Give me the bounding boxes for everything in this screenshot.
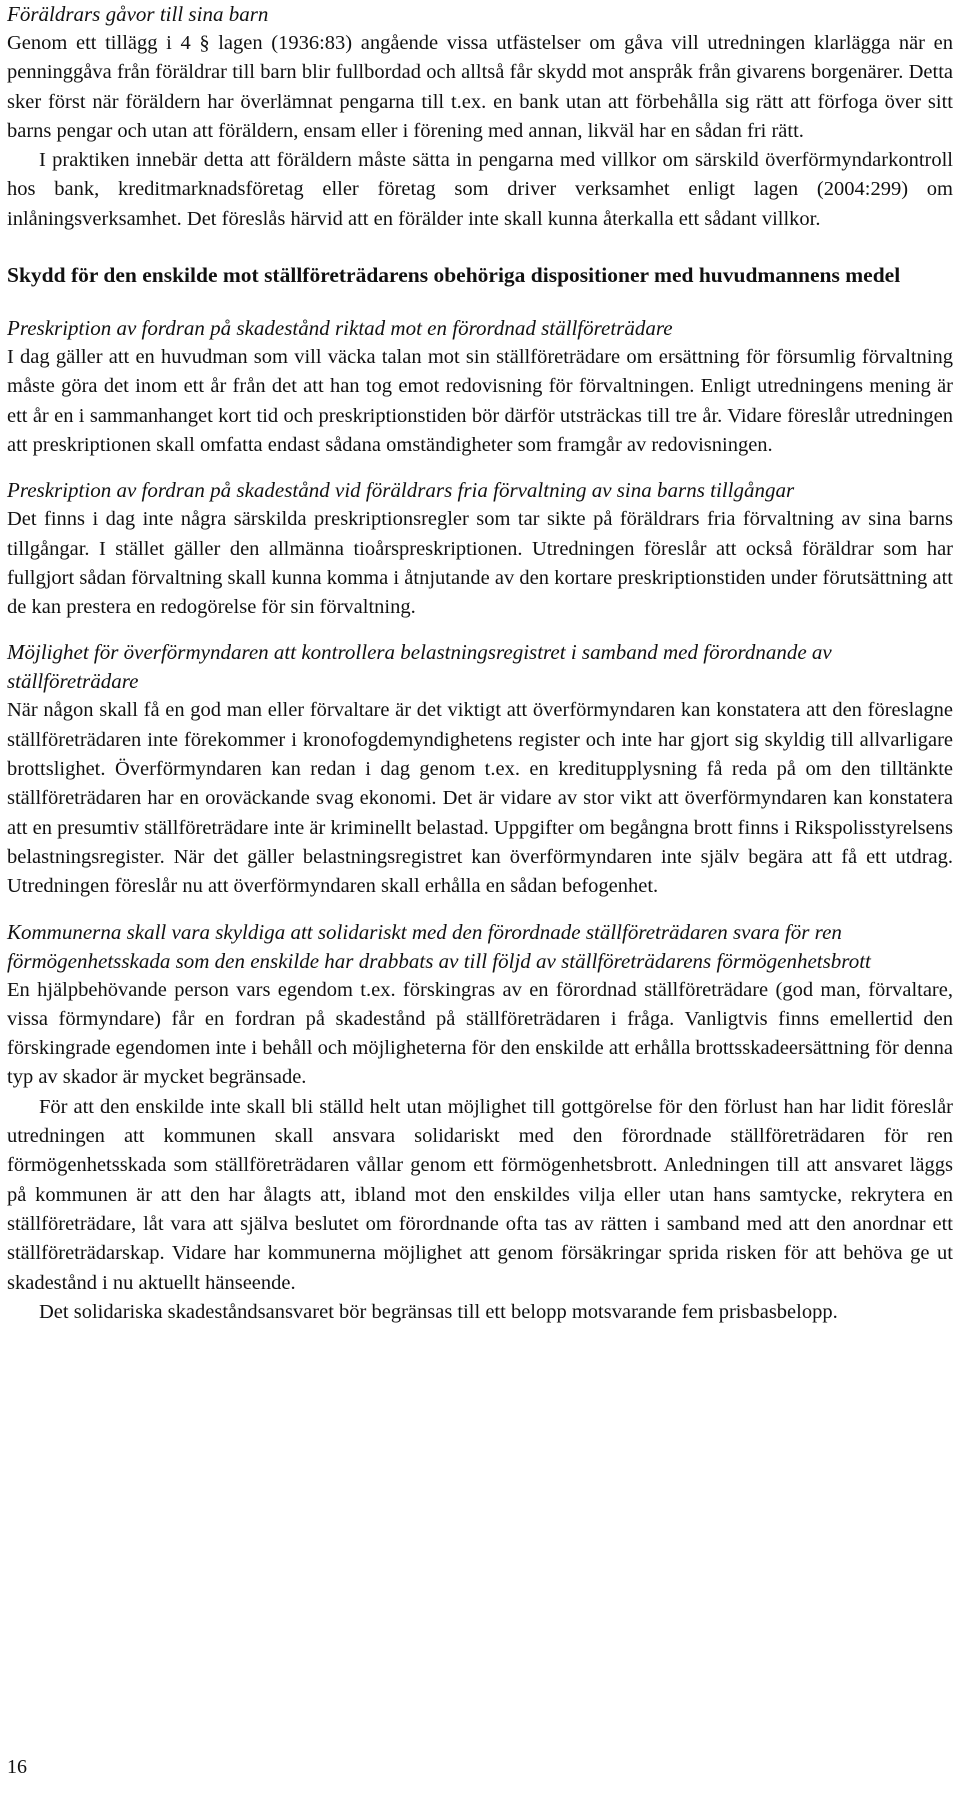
- subheading-prescription-parents: Preskription av fordran på skadestånd vid föräldrars fria förvaltning av sina barns tillgångar: [7, 478, 795, 503]
- paragraph-prescription-parents: Det finns i dag inte några särskilda preskriptionsregler som tar sikte på föräldrars fria förvaltning av sina barns tillgångar. I stället gäller den allmänna tioårspreskriptionen. Utredningen föreslår att också föräldrar som har fullgjort sådan förvaltning skall kunna komma i åtnjutande av den kortare preskriptionstiden under förutsättning att de kan prestera en redogörelse för sin förvaltning.: [7, 508, 953, 619]
- subheading-register-check: Möjlighet för överförmyndaren att kontrollera belastningsregistret i samband med förordnande av ställföreträdare: [7, 640, 832, 694]
- paragraph-register-check: När någon skall få en god man eller förvaltare är det viktigt att överförmyndaren kan konstatera att den föreslagne ställföreträdaren inte förekommer i kronofogdemyndighetens register och inte har gjort sig skyldig till allvarligare brottslighet. Överförmyndaren kan redan i dag genom t.ex. en kreditupplysning få reda på om den tilltänkte ställföreträdaren har en oroväckande svag ekonomi. Det är vidare av stor vikt att överförmyndaren kan konstatera att en presumtiv ställföreträdare inte är kriminellt belastad. Uppgifter om begångna brott finns i Rikspolisstyrelsens belastningsregister. När det gäller belastningsregistret kan överförmyndaren inte själv begära att få ett utdrag. Utredningen föreslår nu att överförmyndaren skall erhålla en sådan befogenhet.: [7, 699, 953, 898]
- subheading-prescription-appointed: Preskription av fordran på skadestånd riktad mot en förordnad ställföreträdare: [7, 316, 673, 341]
- section-heading-protection: Skydd för den enskilde mot ställföreträdarens obehöriga dispositioner med huvudmannens medel: [7, 263, 901, 288]
- paragraph-gifts-1: Genom ett tillägg i 4 § lagen (1936:83) angående vissa utfästelser om gåva vill utredningen klarlägga när en penninggåva från föräldrar till barn blir fullbordad och alltså får skydd mot anspråk från givarens borgenärer. Detta sker först när föräldern har överlämnat pengarna till t.ex. en bank utan att förbehålla sig rätt att förfoga över sitt barns pengar och utan att föräldern, ensam eller i förening med annan, likväl har en sådan fri rätt.: [7, 32, 953, 142]
- subheading-municipal-liability: Kommunerna skall vara skyldiga att solidariskt med den förordnade ställföreträdaren svara för ren förmögenhetsskada som den enskilde har drabbats av till följd av ställföreträdarens förmögenhetsbrott: [7, 919, 871, 973]
- paragraph-gifts-2: I praktiken innebär detta att föräldern måste sätta in pengarna med villkor om särskild överförmyndarkontroll hos bank, kreditmarknadsföretag eller företag som driver verksamhet enligt lagen (2004:299) om inlåningsverksamhet. Det föreslås härvid att en förälder inte skall kunna återkalla ett sådant villkor.: [7, 149, 953, 230]
- subheading-gifts: Föräldrars gåvor till sina barn: [7, 2, 269, 26]
- paragraph-municipal-liability-3: Det solidariska skadeståndsansvaret bör begränsas till ett belopp motsvarande fem prisbasbelopp.: [39, 1300, 838, 1323]
- paragraph-prescription-appointed: I dag gäller att en huvudman som vill väcka talan mot sin ställföreträdare om ersättning för försumlig förvaltning måste göra det inom ett år från det att han tog emot redovisning för förvaltningen. Enligt utredningens mening är ett år en i sammanhanget kort tid och preskriptionstiden bör därför utsträckas till tre år. Vidare föreslår utredningen att preskriptionen skall omfatta endast sådana omständigheter som framgår av redovisningen.: [7, 346, 953, 456]
- paragraph-municipal-liability-1: En hjälpbehövande person vars egendom t.ex. förskingras av en förordnad ställföreträdare (god man, förvaltare, vissa förmyndare) får en fordran på skadestånd på ställföreträdaren i fråga. Vanligtvis finns emellertid den förskingrade egendomen inte i behåll och möjligheterna för den enskilde att erhålla brottsskadeersättning för denna typ av skador är mycket begränsade.: [7, 978, 953, 1089]
- paragraph-municipal-liability-2: För att den enskilde inte skall bli ställd helt utan möjlighet till gottgörelse för den förlust han har lidit föreslår utredningen att kommunen skall ansvara solidariskt med den förordnade ställföreträdaren för ren förmögenhetsskada som ställföreträdaren vållar genom ett förmögenhetsbrott. Anledningen till att ansvaret läggs på kommunen är att den har ålagts att, ibland mot den enskildes vilja eller utan hans samtycke, rekrytera en ställföreträdare, låt vara att själva beslutet om förordnande ofta tas av rätten i samband med att den anordnar ett ställföreträdarskap. Vidare har kommunerna möjlighet att genom försäkringar sprida risken för att behöva ge ut skadestånd i nu aktuellt hänseende.: [7, 1095, 953, 1294]
- page-number: 16: [7, 1756, 27, 1778]
- document-page: [7, 0, 953, 1327]
